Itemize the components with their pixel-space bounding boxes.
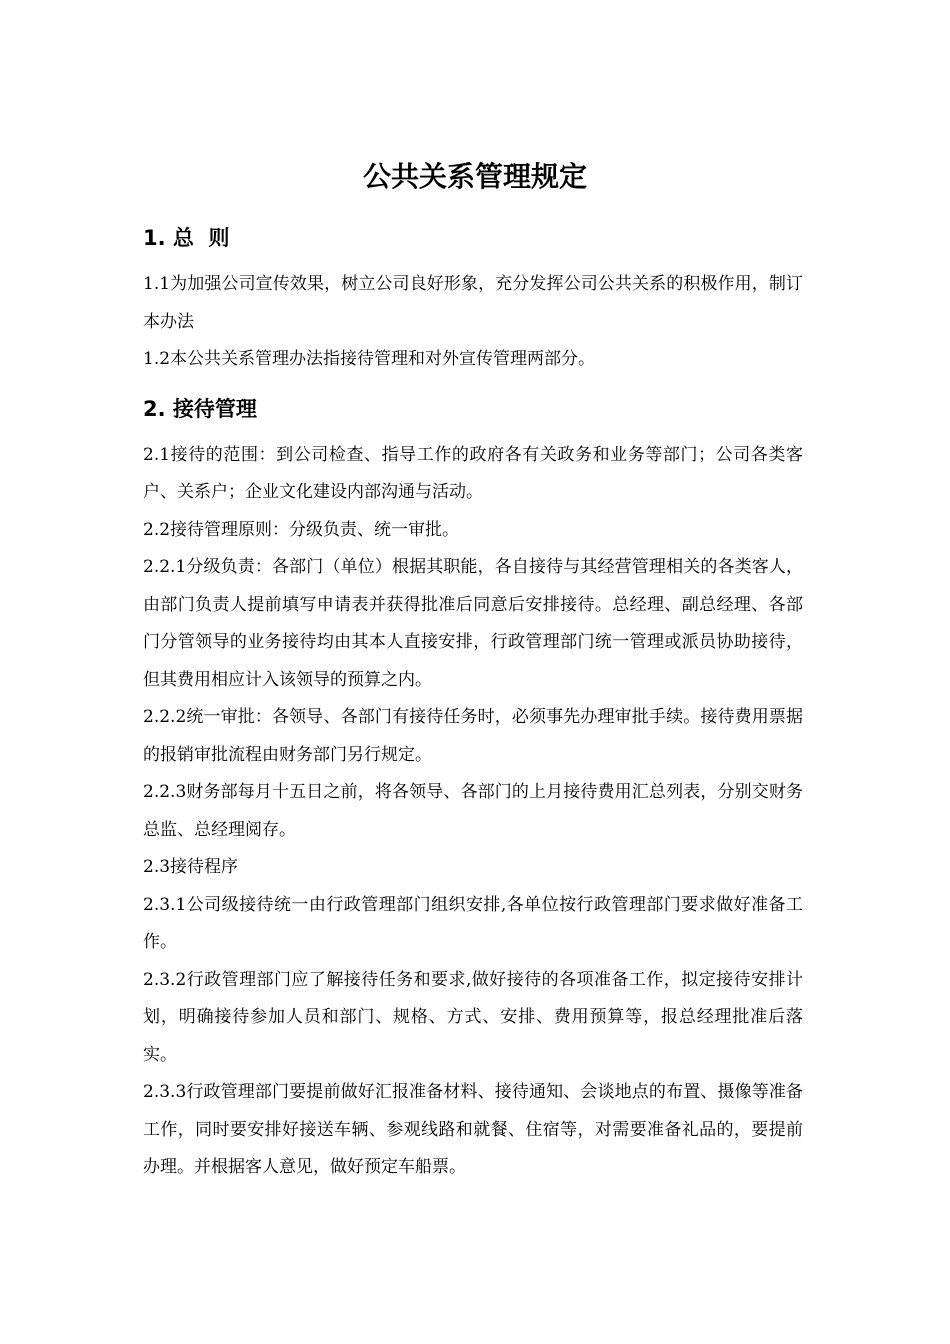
section-heading: 1. 总 则 (143, 226, 230, 250)
paragraph: 2.2.2统一审批：各领导、各部门有接待任务时，必须事先办理审批手续。接待费用票据的报销审批流程由财务部门另行规定。 (143, 707, 803, 765)
document-title: 公共关系管理规定 (362, 160, 587, 193)
paragraph: 1.1为加强公司宣传效果，树立公司良好形象，充分发挥公司公共关系的积极作用，制订本办法 (143, 274, 803, 332)
paragraph: 2.3接待程序 (143, 857, 239, 877)
paragraph: 1.2本公共关系管理办法指接待管理和对外宣传管理两部分。 (143, 349, 596, 369)
paragraph: 2.3.1公司级接待统一由行政管理部门组织安排,各单位按行政管理部门要求做好准备工作。 (143, 894, 803, 952)
paragraph: 2.1接待的范围：到公司检查、指导工作的政府各有关政务和业务等部门；公司各类客户、关系户；企业文化建设内部沟通与活动。 (143, 444, 803, 502)
paragraph: 2.2接待管理原则：分级负责、统一审批。 (143, 519, 460, 540)
section-heading: 2. 接待管理 (143, 396, 257, 421)
paragraph: 2.3.3行政管理部门要提前做好汇报准备材料、接待通知、会谈地点的布置、摄像等准备工作，同时要安排好接送车辆、参观线路和就餐、住宿等，对需要准备礼品的，要提前办理。并根据客人意见，做好预定车船票。 (143, 1082, 803, 1177)
document-body (143, 220, 803, 1187)
paragraph: 2.3.2行政管理部门应了解接待任务和要求,做好接待的各项准备工作，拟定接待安排计划，明确接待参加人员和部门、规格、方式、安排、费用预算等，报总经理批准后落实。 (143, 969, 803, 1065)
section-general (143, 220, 803, 379)
paragraph: 2.2.3财务部每月十五日之前，将各领导、各部门的上月接待费用汇总列表，分别交财务总监、总经理阅存。 (143, 782, 803, 840)
paragraph: 2.2.1分级负责：各部门（单位）根据其职能，各自接待与其经营管理相关的各类客人，由部门负责人提前填写申请表并获得批准后同意后安排接待。总经理、副总经理、各部门分管领导的业务接待均由其本人直接安排，行政管理部门统一管理或派员协助接待，但其费用相应计入该领导的预算之内。 (143, 557, 803, 690)
section-reception-management (143, 391, 803, 1187)
